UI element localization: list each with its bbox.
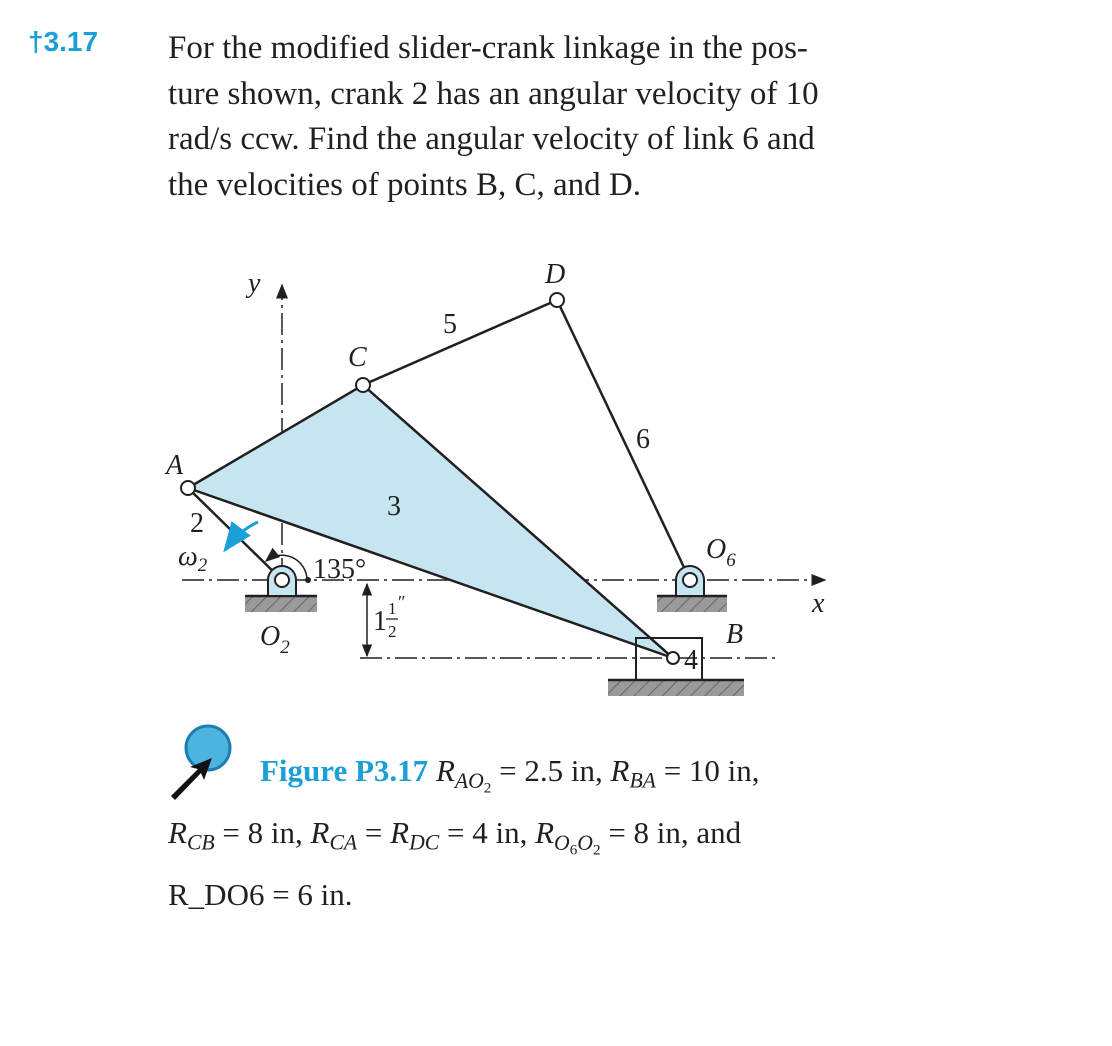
joint-c <box>356 378 370 392</box>
caption-rca: = <box>364 815 391 851</box>
label-link-4: 4 <box>684 645 698 676</box>
label-o6: $O_6$ <box>706 534 736 571</box>
caption-rcb: = 8 in, <box>222 815 311 851</box>
problem-number: †3.17 <box>28 26 99 57</box>
label-o2: $O_2$ <box>260 621 290 658</box>
offset-unit: ″ <box>398 592 406 612</box>
link-5 <box>363 300 557 385</box>
link-6 <box>557 300 690 580</box>
label-link-5: 5 <box>443 309 457 340</box>
ground-o6 <box>657 596 727 612</box>
problem-line: rad/s ccw. Find the angular velocity of link 6 and <box>168 121 815 157</box>
joint-o6 <box>683 573 697 587</box>
figure-label: Figure P3.17 <box>260 753 429 788</box>
ground-slider <box>608 680 744 696</box>
offset-whole: 1 <box>373 606 387 637</box>
problem-line: ture shown, crank 2 has an angular velocity of 10 <box>168 75 819 112</box>
angle-label: 135° <box>313 554 367 585</box>
omega-arrow <box>225 522 258 550</box>
label-link-3: 3 <box>387 491 401 522</box>
label-b: B <box>726 619 744 650</box>
problem-line: For the modified slider-crank linkage in the pos- <box>168 30 808 66</box>
label-a: A <box>166 450 184 481</box>
ground-o2 <box>245 596 317 612</box>
label-link-6: 6 <box>636 424 650 455</box>
caption-rdc: = 4 in, <box>446 815 536 851</box>
caption-line-3: R_DO6 = 6 in. <box>168 877 353 913</box>
offset-den: 2 <box>388 622 397 641</box>
caption-ro6o2: = 8 in, and <box>608 815 742 851</box>
joint-o2 <box>275 573 289 587</box>
figure-caption: Figure P3.17 $R_{AO_2} = 2.5$ in, $R_{BA} = 10$ in, $R_{CB} = 8$ in, $R_{CA} = R_{DC} = 4$ in, $R_{O_6O_2} = 8$ in, and R_DO6 = 6 in. <box>168 748 760 917</box>
label-c: C <box>348 342 367 373</box>
offset-num: 1 <box>388 599 397 618</box>
y-label: y <box>248 268 261 299</box>
caption-rao2: = 2.5 in, <box>499 753 611 788</box>
label-link-2: 2 <box>190 508 204 539</box>
link-3 <box>188 385 673 658</box>
x-label: x <box>812 588 825 619</box>
joint-a <box>181 481 195 495</box>
label-d: D <box>545 259 566 290</box>
label-omega2: $\omega_2$ <box>178 541 208 576</box>
caption-rba: = 10 in, <box>663 753 760 788</box>
joint-d <box>550 293 564 307</box>
joint-b <box>667 652 679 664</box>
problem-line: the velocities of points B, C, and D. <box>168 166 641 203</box>
